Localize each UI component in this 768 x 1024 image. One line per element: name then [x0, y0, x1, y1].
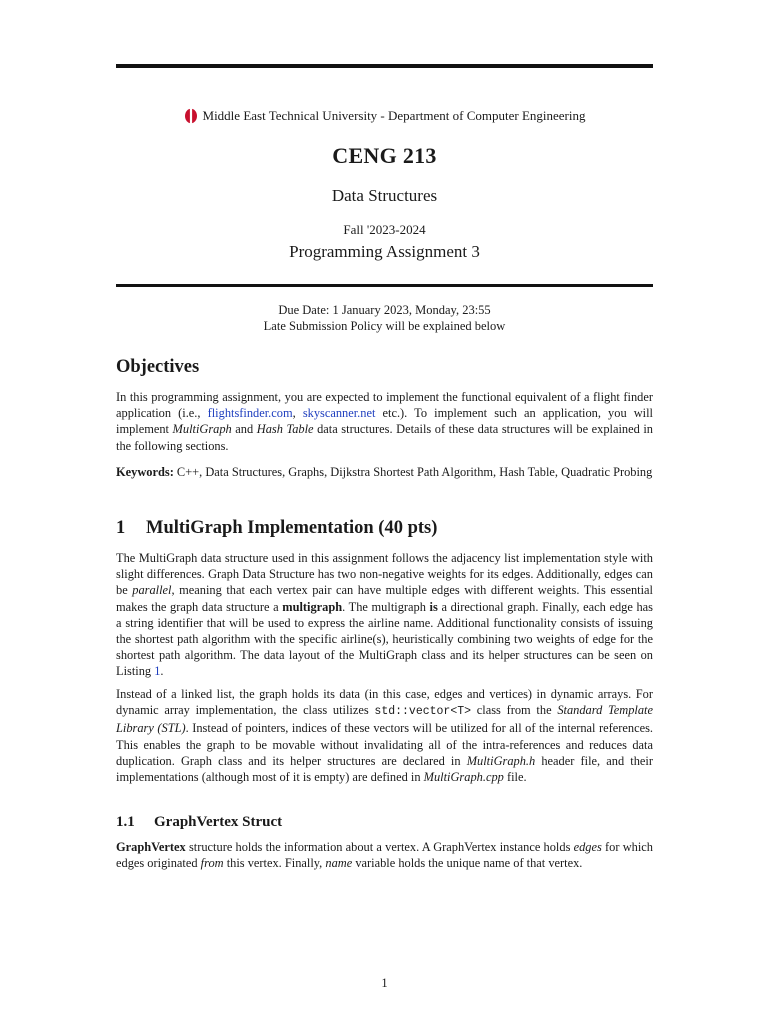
due-date: Due Date: 1 January 2023, Monday, 23:55: [278, 303, 491, 317]
course-subject: Data Structures: [331, 186, 438, 205]
bold: GraphVertex: [116, 840, 186, 854]
emphasis: name: [325, 856, 353, 871]
emphasis: MultiGraph.h: [466, 753, 536, 768]
text: file.: [503, 770, 527, 785]
term: Fall '2023-2024: [343, 222, 426, 237]
subsection-title: GraphVertex Struct: [154, 814, 283, 830]
text: .: [160, 664, 164, 679]
text: ,: [292, 406, 303, 421]
bold: multigraph: [282, 599, 343, 614]
text: . Instead of pointers, indices of these vectors will be utilized for all of the internal references. This enables the graph to be movable without invalidating all of the intra-references and reduces data duplication. Graph class and its helper structures are declared in: [116, 721, 653, 768]
text: and: [231, 422, 257, 437]
skyscanner-link[interactable]: skyscanner.net: [302, 406, 376, 421]
text: , meaning that each vertex pair can have multiple edges with different weights. This essential makes the graph data structure a: [116, 583, 654, 614]
top-rule: [116, 64, 653, 68]
text: for which edges originated: [116, 840, 653, 871]
emphasis: parallel: [132, 583, 172, 598]
section1-paragraph1: [116, 550, 653, 680]
header-rule: [116, 284, 653, 287]
course-code: CENG 213: [332, 143, 437, 168]
metu-logo-icon: [184, 108, 198, 124]
section1-heading: [116, 518, 437, 539]
code-inline: std::vector<T>: [374, 705, 472, 719]
emphasis: MultiGraph: [172, 422, 232, 437]
text: . The multigraph: [342, 599, 430, 614]
emphasis: Hash Table: [256, 422, 314, 437]
emphasis: Standard Template Library (STL): [116, 703, 654, 736]
section-number: 1: [116, 518, 126, 538]
subsection-number: 1.1: [116, 814, 135, 830]
text: structure holds the information about a vertex. A GraphVertex instance holds: [185, 840, 574, 854]
due-block: [116, 302, 653, 334]
text: data structures. Details of these data structures will be explained in the following sections.: [116, 422, 653, 453]
text: The MultiGraph data structure used in this assignment follows the adjacency list implementation style with slight differences. Graph Data Structure has two non-negative weights for its edges. Additionally, edges can be: [116, 551, 653, 598]
assignment-title: Programming Assignment 3: [289, 242, 480, 261]
flightsfinder-link[interactable]: flightsfinder.com: [207, 406, 293, 421]
emphasis: MultiGraph.cpp: [423, 770, 504, 785]
subsection11-paragraph: [116, 839, 653, 871]
text: a directional graph. Finally, each edge has a string identifier that will be used to express the airline name. Additional functionality consists of issuing the shortest path algorithm with the specific airline(s), heuristically combining two weights of edge for the shortest path algorithm. The data layout of the MultiGraph class and its helper structures can be seen on Listing: [116, 599, 653, 679]
text: Instead of a linked list, the graph holds its data (in this case, edges and vertices) in dynamic arrays. For dynamic array implementation, the class utilizes: [116, 687, 653, 718]
keywords-list: C++, Data Structures, Graphs, Dijkstra Shortest Path Algorithm, Hash Table, Quadratic Probing: [173, 465, 653, 479]
text: In this programming assignment, you are expected to implement the functional equivalent of a flight finder application (i.e.,: [116, 390, 653, 421]
institution-name: Middle East Technical University - Department of Computer Engineering: [202, 108, 586, 123]
institution-line: [116, 108, 653, 124]
text: header file, and their implementations (although most of it is empty) are defined in: [116, 753, 653, 785]
keywords-paragraph: [116, 464, 653, 480]
listing-reference-link[interactable]: 1: [154, 664, 161, 679]
late-policy: Late Submission Policy will be explained below: [263, 319, 506, 333]
text: class from the: [471, 703, 558, 718]
page-number: 1: [381, 976, 388, 990]
section-title: MultiGraph Implementation (40 pts): [146, 518, 438, 538]
objectives-heading: Objectives: [116, 357, 200, 377]
text: etc.). To implement such an application, you will implement: [116, 406, 654, 437]
text: this vertex. Finally,: [223, 856, 326, 871]
subsection11-heading: [116, 814, 282, 831]
text: variable holds the unique name of that vertex.: [352, 856, 583, 871]
emphasis: from: [200, 856, 224, 871]
section1-paragraph2: [116, 686, 653, 785]
objectives-paragraph: [116, 389, 653, 454]
emphasis: edges: [573, 840, 602, 854]
bold: is: [429, 599, 438, 614]
keywords-label: Keywords:: [116, 465, 174, 479]
